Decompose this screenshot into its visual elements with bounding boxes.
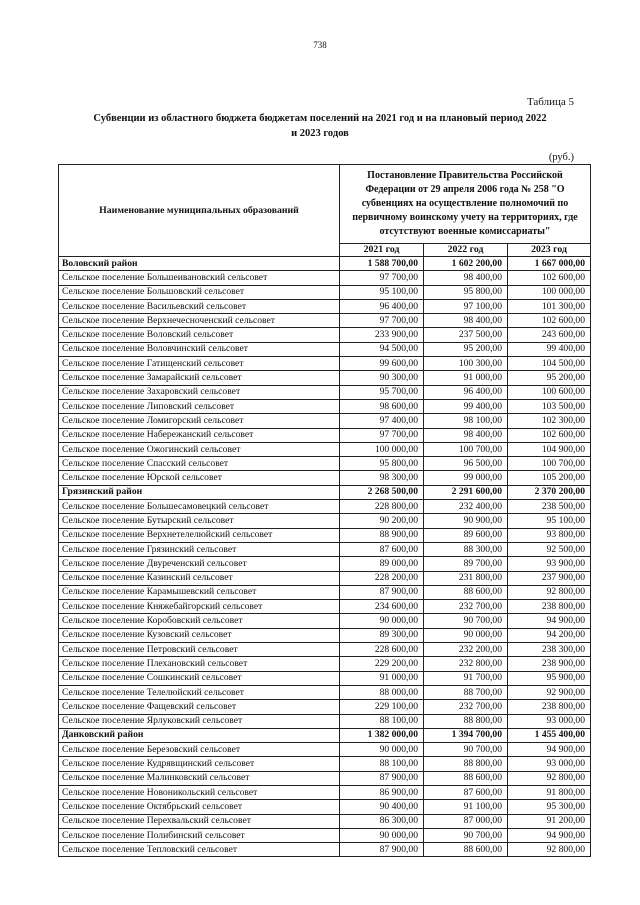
amount-2021-cell: 90 000,00 xyxy=(340,614,424,628)
amount-2021-cell: 95 100,00 xyxy=(340,285,424,299)
table-row xyxy=(59,700,591,714)
settlement-name-cell: Грязинский район xyxy=(59,485,340,499)
amount-2021-cell: 100 000,00 xyxy=(340,442,424,456)
title-line-2: и 2023 годов xyxy=(291,128,349,139)
amount-2022-cell: 88 700,00 xyxy=(424,685,508,699)
amount-2021-cell: 90 000,00 xyxy=(340,743,424,757)
amount-2022-cell: 232 700,00 xyxy=(424,600,508,614)
table-label: Таблица 5 xyxy=(526,96,574,108)
amount-2023-cell: 238 300,00 xyxy=(508,643,591,657)
amount-2023-cell: 92 500,00 xyxy=(508,542,591,556)
amount-2022-cell: 96 400,00 xyxy=(424,385,508,399)
table-row xyxy=(59,442,591,456)
amount-2021-cell: 87 900,00 xyxy=(340,585,424,599)
amount-2023-cell: 243 600,00 xyxy=(508,328,591,342)
amount-2021-cell: 97 400,00 xyxy=(340,414,424,428)
amount-2023-cell: 95 900,00 xyxy=(508,671,591,685)
amount-2023-cell: 95 300,00 xyxy=(508,800,591,814)
amount-2021-cell: 90 400,00 xyxy=(340,800,424,814)
amount-2023-cell: 92 800,00 xyxy=(508,843,591,857)
amount-2023-cell: 238 500,00 xyxy=(508,500,591,514)
settlement-name-cell: Сельское поселение Ожогинский сельсовет xyxy=(59,442,340,456)
page-number: 738 xyxy=(313,40,327,50)
settlement-name-cell: Сельское поселение Плехановский сельсовет xyxy=(59,657,340,671)
amount-2023-cell: 92 900,00 xyxy=(508,685,591,699)
amount-2022-cell: 90 900,00 xyxy=(424,514,508,528)
amount-2021-cell: 95 800,00 xyxy=(340,457,424,471)
amount-2021-cell: 98 300,00 xyxy=(340,471,424,485)
settlement-name-cell: Сельское поселение Грязинский сельсовет xyxy=(59,542,340,556)
amount-2021-cell: 97 700,00 xyxy=(340,314,424,328)
settlement-name-cell: Сельское поселение Сошкинский сельсовет xyxy=(59,671,340,685)
table-row xyxy=(59,314,591,328)
amount-2023-cell: 95 100,00 xyxy=(508,514,591,528)
amount-2023-cell: 93 900,00 xyxy=(508,557,591,571)
amount-2023-cell: 102 300,00 xyxy=(508,414,591,428)
amount-2022-cell: 237 500,00 xyxy=(424,328,508,342)
amount-2021-cell: 233 900,00 xyxy=(340,328,424,342)
amount-2023-cell: 2 370 200,00 xyxy=(508,485,591,499)
settlement-name-cell: Сельское поселение Большесамовецкий сельсовет xyxy=(59,500,340,514)
amount-2021-cell: 98 600,00 xyxy=(340,399,424,413)
amount-2021-cell: 96 400,00 xyxy=(340,299,424,313)
settlement-name-cell: Сельское поселение Кузовский сельсовет xyxy=(59,628,340,642)
table-row xyxy=(59,800,591,814)
settlement-name-cell: Сельское поселение Верхнечесноченский сельсовет xyxy=(59,314,340,328)
settlement-name-cell: Сельское поселение Телелюйский сельсовет xyxy=(59,685,340,699)
settlement-name-cell: Сельское поселение Кудрявщинский сельсовет xyxy=(59,757,340,771)
table-row xyxy=(59,357,591,371)
amount-2022-cell: 1 394 700,00 xyxy=(424,728,508,742)
amount-2023-cell: 104 900,00 xyxy=(508,442,591,456)
settlement-name-cell: Сельское поселение Воловский сельсовет xyxy=(59,328,340,342)
amount-2021-cell: 86 900,00 xyxy=(340,785,424,799)
district-row xyxy=(59,257,591,271)
table-row xyxy=(59,685,591,699)
table-row xyxy=(59,271,591,285)
amount-2021-cell: 228 600,00 xyxy=(340,643,424,657)
amount-2022-cell: 2 291 600,00 xyxy=(424,485,508,499)
amount-2022-cell: 90 700,00 xyxy=(424,828,508,842)
amount-2023-cell: 237 900,00 xyxy=(508,571,591,585)
settlement-name-cell: Сельское поселение Березовский сельсовет xyxy=(59,743,340,757)
amount-2023-cell: 102 600,00 xyxy=(508,271,591,285)
amount-2022-cell: 91 000,00 xyxy=(424,371,508,385)
header-year-2021: 2021 год xyxy=(340,244,424,257)
settlement-name-cell: Сельское поселение Васильевский сельсовет xyxy=(59,299,340,313)
amount-2021-cell: 99 600,00 xyxy=(340,357,424,371)
settlement-name-cell: Сельское поселение Спасский сельсовет xyxy=(59,457,340,471)
amount-2021-cell: 229 200,00 xyxy=(340,657,424,671)
settlement-name-cell: Сельское поселение Ломигорский сельсовет xyxy=(59,414,340,428)
table-row xyxy=(59,542,591,556)
amount-2023-cell: 95 200,00 xyxy=(508,371,591,385)
settlement-name-cell: Сельское поселение Тепловский сельсовет xyxy=(59,843,340,857)
table-body xyxy=(59,257,591,857)
amount-2023-cell: 100 700,00 xyxy=(508,457,591,471)
amount-2023-cell: 1 667 000,00 xyxy=(508,257,591,271)
document-title xyxy=(60,111,580,141)
amount-2022-cell: 89 600,00 xyxy=(424,528,508,542)
table-row xyxy=(59,843,591,857)
settlement-name-cell: Сельское поселение Липовский сельсовет xyxy=(59,399,340,413)
amount-2022-cell: 99 400,00 xyxy=(424,399,508,413)
table-row xyxy=(59,428,591,442)
settlement-name-cell: Сельское поселение Замарайский сельсовет xyxy=(59,371,340,385)
title-line-1: Субвенции из областного бюджета бюджетам поселений на 2021 год и на плановый период 2022 xyxy=(93,113,547,124)
amount-2023-cell: 102 600,00 xyxy=(508,428,591,442)
amount-2022-cell: 98 100,00 xyxy=(424,414,508,428)
settlement-name-cell: Сельское поселение Двуреченский сельсовет xyxy=(59,557,340,571)
table-row xyxy=(59,471,591,485)
amount-2021-cell: 228 200,00 xyxy=(340,571,424,585)
amount-2022-cell: 89 700,00 xyxy=(424,557,508,571)
table-row xyxy=(59,643,591,657)
amount-2022-cell: 91 700,00 xyxy=(424,671,508,685)
amount-2023-cell: 93 000,00 xyxy=(508,757,591,771)
settlement-name-cell: Сельское поселение Коробовский сельсовет xyxy=(59,614,340,628)
unit-label: (руб.) xyxy=(548,152,574,163)
amount-2023-cell: 238 800,00 xyxy=(508,700,591,714)
amount-2022-cell: 95 200,00 xyxy=(424,342,508,356)
amount-2022-cell: 88 800,00 xyxy=(424,757,508,771)
settlement-name-cell: Сельское поселение Фащевский сельсовет xyxy=(59,700,340,714)
settlement-name-cell: Сельское поселение Бутырский сельсовет xyxy=(59,514,340,528)
settlement-name-cell: Данковский район xyxy=(59,728,340,742)
amount-2021-cell: 94 500,00 xyxy=(340,342,424,356)
district-row xyxy=(59,485,591,499)
amount-2023-cell: 104 500,00 xyxy=(508,357,591,371)
amount-2021-cell: 234 600,00 xyxy=(340,600,424,614)
table-row xyxy=(59,528,591,542)
amount-2023-cell: 94 900,00 xyxy=(508,614,591,628)
amount-2022-cell: 91 100,00 xyxy=(424,800,508,814)
amount-2022-cell: 88 600,00 xyxy=(424,771,508,785)
table-row xyxy=(59,500,591,514)
amount-2021-cell: 87 600,00 xyxy=(340,542,424,556)
settlement-name-cell: Сельское поселение Набережанский сельсовет xyxy=(59,428,340,442)
amount-2022-cell: 232 800,00 xyxy=(424,657,508,671)
header-name-column: Наименование муниципальных образований xyxy=(59,165,340,257)
table-row xyxy=(59,757,591,771)
amount-2022-cell: 99 000,00 xyxy=(424,471,508,485)
amount-2022-cell: 232 700,00 xyxy=(424,700,508,714)
amount-2022-cell: 232 400,00 xyxy=(424,500,508,514)
amount-2023-cell: 93 000,00 xyxy=(508,714,591,728)
amount-2021-cell: 88 100,00 xyxy=(340,757,424,771)
table-row xyxy=(59,600,591,614)
subsidy-table xyxy=(58,164,591,857)
table-row xyxy=(59,714,591,728)
amount-2022-cell: 87 000,00 xyxy=(424,814,508,828)
table-row xyxy=(59,743,591,757)
amount-2022-cell: 88 600,00 xyxy=(424,585,508,599)
amount-2021-cell: 89 300,00 xyxy=(340,628,424,642)
amount-2023-cell: 105 200,00 xyxy=(508,471,591,485)
table-row xyxy=(59,514,591,528)
amount-2021-cell: 91 000,00 xyxy=(340,671,424,685)
table-row xyxy=(59,585,591,599)
settlement-name-cell: Сельское поселение Октябрьский сельсовет xyxy=(59,800,340,814)
settlement-name-cell: Сельское поселение Малинковский сельсовет xyxy=(59,771,340,785)
settlement-name-cell: Сельское поселение Казинский сельсовет xyxy=(59,571,340,585)
amount-2022-cell: 90 000,00 xyxy=(424,628,508,642)
amount-2023-cell: 92 800,00 xyxy=(508,771,591,785)
table-row xyxy=(59,399,591,413)
table-row xyxy=(59,785,591,799)
table-row xyxy=(59,328,591,342)
settlement-name-cell: Сельское поселение Большовский сельсовет xyxy=(59,285,340,299)
settlement-name-cell: Сельское поселение Большеивановский сельсовет xyxy=(59,271,340,285)
table-row xyxy=(59,414,591,428)
table-row xyxy=(59,771,591,785)
amount-2021-cell: 87 900,00 xyxy=(340,771,424,785)
amount-2022-cell: 88 300,00 xyxy=(424,542,508,556)
amount-2022-cell: 88 600,00 xyxy=(424,843,508,857)
settlement-name-cell: Сельское поселение Захаровский сельсовет xyxy=(59,385,340,399)
table-row xyxy=(59,571,591,585)
settlement-name-cell: Сельское поселение Княжебайгорский сельсовет xyxy=(59,600,340,614)
settlement-name-cell: Сельское поселение Ярлуковский сельсовет xyxy=(59,714,340,728)
amount-2023-cell: 101 300,00 xyxy=(508,299,591,313)
amount-2022-cell: 88 800,00 xyxy=(424,714,508,728)
amount-2022-cell: 100 700,00 xyxy=(424,442,508,456)
amount-2021-cell: 86 300,00 xyxy=(340,814,424,828)
table-row xyxy=(59,299,591,313)
table-row xyxy=(59,371,591,385)
amount-2021-cell: 90 200,00 xyxy=(340,514,424,528)
amount-2021-cell: 97 700,00 xyxy=(340,428,424,442)
amount-2022-cell: 90 700,00 xyxy=(424,614,508,628)
amount-2022-cell: 1 602 200,00 xyxy=(424,257,508,271)
header-decree: Постановление Правительства Российской Федерации от 29 апреля 2006 года № 258 "О субвенциях на осуществление полномочий по первичному воинскому учету на территориях, где отсутствуют военные комиссариаты" xyxy=(340,165,591,244)
amount-2023-cell: 238 800,00 xyxy=(508,600,591,614)
amount-2021-cell: 229 100,00 xyxy=(340,700,424,714)
amount-2022-cell: 98 400,00 xyxy=(424,428,508,442)
amount-2021-cell: 89 000,00 xyxy=(340,557,424,571)
table-row xyxy=(59,628,591,642)
table-row xyxy=(59,385,591,399)
header-year-2023: 2023 год xyxy=(508,244,591,257)
amount-2022-cell: 98 400,00 xyxy=(424,271,508,285)
settlement-name-cell: Сельское поселение Полибинский сельсовет xyxy=(59,828,340,842)
amount-2023-cell: 91 200,00 xyxy=(508,814,591,828)
amount-2021-cell: 2 268 500,00 xyxy=(340,485,424,499)
amount-2023-cell: 100 000,00 xyxy=(508,285,591,299)
amount-2022-cell: 96 500,00 xyxy=(424,457,508,471)
amount-2021-cell: 88 900,00 xyxy=(340,528,424,542)
amount-2023-cell: 103 500,00 xyxy=(508,399,591,413)
amount-2023-cell: 92 800,00 xyxy=(508,585,591,599)
amount-2023-cell: 102 600,00 xyxy=(508,314,591,328)
amount-2021-cell: 1 588 700,00 xyxy=(340,257,424,271)
amount-2023-cell: 93 800,00 xyxy=(508,528,591,542)
table-row xyxy=(59,614,591,628)
amount-2022-cell: 95 800,00 xyxy=(424,285,508,299)
amount-2021-cell: 95 700,00 xyxy=(340,385,424,399)
settlement-name-cell: Сельское поселение Верхнетелелюйский сельсовет xyxy=(59,528,340,542)
amount-2023-cell: 94 900,00 xyxy=(508,828,591,842)
amount-2022-cell: 232 200,00 xyxy=(424,643,508,657)
amount-2022-cell: 98 400,00 xyxy=(424,314,508,328)
settlement-name-cell: Воловский район xyxy=(59,257,340,271)
amount-2023-cell: 94 200,00 xyxy=(508,628,591,642)
amount-2023-cell: 94 900,00 xyxy=(508,743,591,757)
header-year-2022: 2022 год xyxy=(424,244,508,257)
amount-2021-cell: 88 100,00 xyxy=(340,714,424,728)
amount-2023-cell: 1 455 400,00 xyxy=(508,728,591,742)
table-row xyxy=(59,828,591,842)
table-row xyxy=(59,457,591,471)
amount-2022-cell: 100 300,00 xyxy=(424,357,508,371)
amount-2021-cell: 97 700,00 xyxy=(340,271,424,285)
amount-2023-cell: 100 600,00 xyxy=(508,385,591,399)
table-row xyxy=(59,814,591,828)
table-row xyxy=(59,557,591,571)
district-row xyxy=(59,728,591,742)
table-row xyxy=(59,285,591,299)
amount-2021-cell: 1 382 000,00 xyxy=(340,728,424,742)
settlement-name-cell: Сельское поселение Гатищенский сельсовет xyxy=(59,357,340,371)
amount-2022-cell: 97 100,00 xyxy=(424,299,508,313)
settlement-name-cell: Сельское поселение Юрской сельсовет xyxy=(59,471,340,485)
amount-2023-cell: 238 900,00 xyxy=(508,657,591,671)
amount-2021-cell: 88 000,00 xyxy=(340,685,424,699)
amount-2021-cell: 228 800,00 xyxy=(340,500,424,514)
table-row xyxy=(59,657,591,671)
amount-2023-cell: 91 800,00 xyxy=(508,785,591,799)
settlement-name-cell: Сельское поселение Карамышевский сельсовет xyxy=(59,585,340,599)
amount-2022-cell: 231 800,00 xyxy=(424,571,508,585)
amount-2021-cell: 90 000,00 xyxy=(340,828,424,842)
table-row xyxy=(59,342,591,356)
amount-2023-cell: 99 400,00 xyxy=(508,342,591,356)
amount-2022-cell: 87 600,00 xyxy=(424,785,508,799)
settlement-name-cell: Сельское поселение Перехвальский сельсовет xyxy=(59,814,340,828)
settlement-name-cell: Сельское поселение Новоникольский сельсовет xyxy=(59,785,340,799)
settlement-name-cell: Сельское поселение Воловчинский сельсовет xyxy=(59,342,340,356)
table-row xyxy=(59,671,591,685)
amount-2021-cell: 90 300,00 xyxy=(340,371,424,385)
settlement-name-cell: Сельское поселение Петровский сельсовет xyxy=(59,643,340,657)
amount-2021-cell: 87 900,00 xyxy=(340,843,424,857)
amount-2022-cell: 90 700,00 xyxy=(424,743,508,757)
